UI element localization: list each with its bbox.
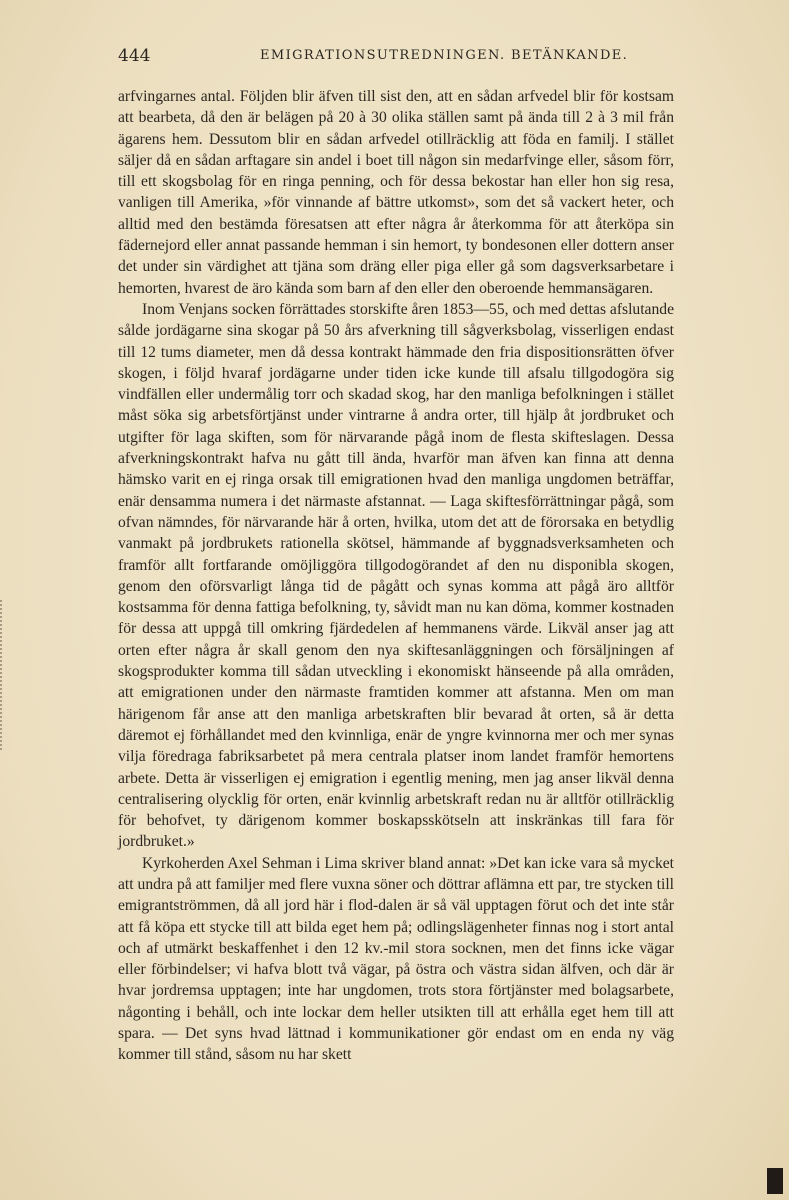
- body-text: [118, 86, 674, 1066]
- running-head: EMIGRATIONSUTREDNINGEN. BETÄNKANDE.: [260, 48, 629, 63]
- page-corner-shadow: [767, 1168, 783, 1194]
- binding-edge-marks: [0, 600, 8, 750]
- paragraph-1: arfvingarnes antal. Följden blir äfven till sist den, att en sådan arfvedel blir för kostsam att bearbeta, då den är belägen på 20 à 30 olika ställen samt på ända till 2 à 3 mil från ägarens hem. Dessutom blir en sådan arfvedel otillräcklig att föda en familj. I stället säljer då en sådan arftagare sin andel i boet till någon sin medarfvinge eller, såsom förr, till ett skogsbolag för en ringa penning, och för dessa bekostar han eller hon sig resa, vanligen till Amerika, »för vinnande af bättre utkomst», som det så vackert heter, och alltid med den bestämda föresatsen att efter några år återkomma för att återköpa sin fädernejord eller annat passande hemman i sin hemort, ty bondesonen eller dottern anser det under sin värdighet att tjäna som dräng eller piga eller gå som dagsverksarbetare i hemorten, hvarest de äro kända som barn af den eller den oberoende hemmansägaren.: [118, 88, 674, 297]
- page-number: 444: [118, 46, 151, 66]
- paragraph-3: Kyrkoherden Axel Sehman i Lima skriver bland annat: »Det kan icke vara så mycket att undra på att familjer med flere vuxna söner och döttrar aflämna ett par, tre stycken till emigrantströmmen, då all jord här i flod-dalen är så väl upptagen förut och det inte står att få köpa ett stycke till att bilda eget hem på; odlingslägenheter finnas nog i stort antal och af utmärkt beskaffenhet i den 12 kv.-mil stora socknen, men det finns icke vägar eller förbindelser; vi hafva blott två vägar, på östra och västra sidan älfven, och där är hvar jordremsa upptagen; inte har ungdomen, trots stora förtjänster med bolagsarbete, någonting i behåll, och inte lockar dem heller utsikten till att erhålla eget hem till att spara. — Det syns hvad lättnad i kommunikationer gör endast om en enda ny väg kommer till stånd, såsom nu har skett: [118, 854, 674, 1064]
- paragraph-2: Inom Venjans socken förrättades storskifte åren 1853—55, och med dettas afslutande sålde jordägarne sina skogar på 50 års afverkning till sågverksbolag, visserligen endast till 12 tums diameter, men då dessa kontrakt hämmade den fria dispositionsrätten öfver skogen, i följd hvaraf jordägarne under tiden icke kunde till afsalu tillgodogöra sig vindfällen eller undermålig torr och skadad skog, har den manliga befolkningen i stället måst söka sig arbetsförtjänst under vintrarne å andra orter, till hjälp åt jordbruket och utgifter för laga skiften, som för närvarande pågå inom de flesta skifteslagen. Dessa afverkningskontrakt hafva nu gått till ända, hvarför man äfven kan finna att denna hämsko varit en ej ringa orsak till emigrationen hvad den manliga ungdomen beträffar, enär densamma numera i det närmaste afstannat. — Laga skiftesförrättningar pågå, som ofvan nämndes, för närvarande här å orten, hvilka, utom det att de förorsaka en betydlig vanmakt på jordbrukets rationella skötsel, hämmande af byggnadsverksamheten och framför allt fortfarande omöjliggöra tillgodogörandet af den nu disponibla skogen, genom den oförsvarligt långa tid de pågått och synas komma att pågå äro alltför kostsamma för denna fattiga befolkning, ty, såvidt man nu kan döma, kommer kostnaden för dessa att uppgå till omkring fjärdedelen af hemmanens värde. Likväl anser jag att orten efter några år skall genom den nya skiftesanläggningen och försäljningen af skogsprodukter komma till sådan utveckling i ekonomiskt hänseende på alla områden, att emigrationen under den närmaste framtiden kommer att afstanna. Men om man härigenom får anse att den manliga arbetskraften blir bevarad åt orten, så är detta däremot ej förhållandet med den kvinnliga, enär de yngre kvinnorna mer och mer synas vilja föredraga fabriksarbetet på mera centrala platser inom landet framför hemortens arbete. Detta är visserligen ej emigration i egentlig mening, men jag anser likväl denna centralisering olycklig för orten, enär kvinnlig arbetskraft redan nu är alltför otillräcklig för behofvet, ty därigenom kommer boskapsskötseln att inskränkas till fara för jordbruket.»: [118, 300, 674, 851]
- page-header: [118, 46, 678, 68]
